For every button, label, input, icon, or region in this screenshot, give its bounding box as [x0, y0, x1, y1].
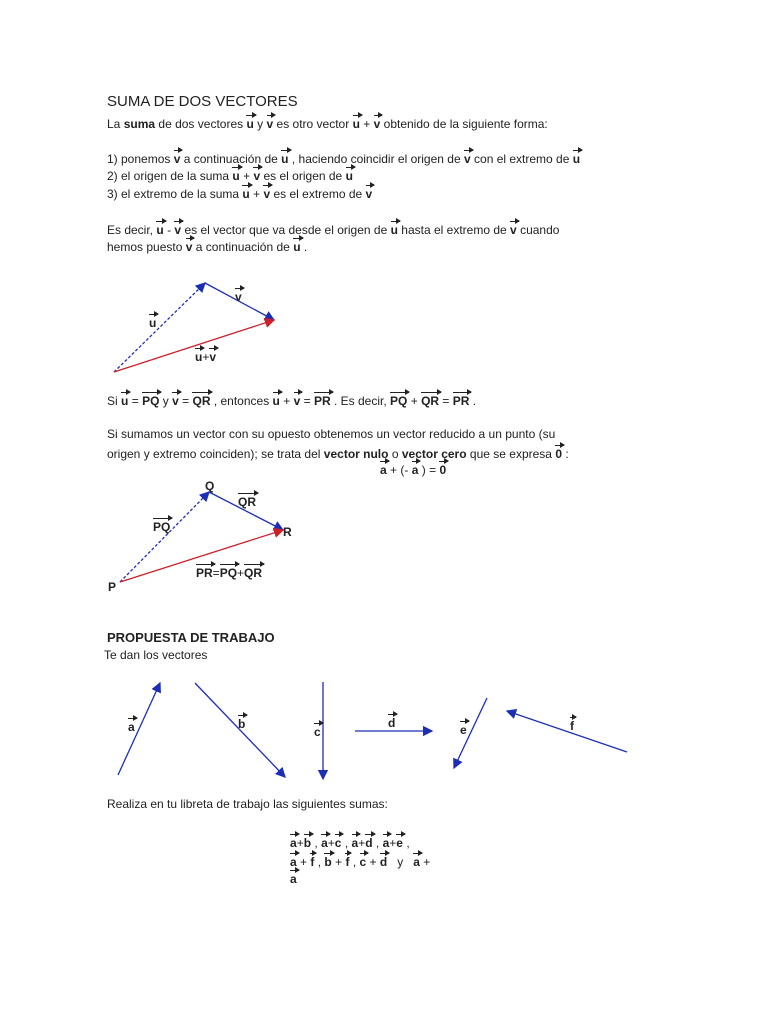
step-1: 1) ponemos v a continuación de u , haciendo coincidir el origen de v con el extremo de u — [107, 149, 580, 167]
fig2-label-pq: PQ — [153, 517, 170, 535]
opuesto-line-2: origen y extremo coinciden); se trata del vector nulo o vector cero que se expresa 0 : — [107, 444, 569, 462]
vector-d-label: d — [388, 713, 395, 731]
vector-b-label: b — [238, 714, 245, 732]
si-line: Si u = PQ y v = QR , entonces u + v = PR . Es decir, PQ + QR = PR . — [107, 391, 476, 409]
suma-bold: suma — [123, 117, 156, 131]
fig2-point-r: R — [283, 525, 292, 539]
propuesta-title: PROPUESTA DE TRABAJO — [107, 630, 275, 645]
page-title: SUMA DE DOS VECTORES — [107, 93, 298, 110]
fig2-point-p: P — [108, 580, 117, 594]
intro-line: La suma de dos vectores u y v es otro vector u + v obtenido de la siguiente forma: — [107, 114, 548, 132]
sums-line-2: a + f , b + f , c + d y a + — [290, 852, 430, 870]
vector-a-label: a — [128, 717, 135, 735]
fig1-label-u: u — [149, 313, 156, 331]
opuesto-equation: a + (- a ) = 0 — [380, 460, 446, 478]
propuesta-subtitle: Te dan los vectores — [104, 648, 208, 662]
fig1-vector-u — [114, 283, 205, 372]
step-3: 3) el extremo de la suma u + v es el extremo de v — [107, 184, 372, 202]
fig1-label-sum: u+v — [195, 347, 216, 365]
fig2-point-q: Q — [205, 479, 215, 493]
fig2-label-qr: QR — [238, 492, 256, 510]
realiza-text: Realiza en tu libreta de trabajo las siguientes sumas: — [107, 797, 388, 811]
es-decir-line-2: hemos puesto v a continuación de u . — [107, 237, 307, 255]
sums-line-1: a+b , a+c , a+d , a+e , — [290, 833, 410, 851]
es-decir-line-1: Es decir, u - v es el vector que va desde el origen de u hasta el extremo de v cuando — [107, 220, 559, 238]
fig2-label-sum: PR=PQ+QR — [196, 563, 262, 581]
vector-e-arrow — [454, 698, 487, 768]
fig1-label-v: v — [235, 287, 242, 305]
vector-a-arrow — [118, 683, 160, 775]
fig1-vector-sum — [114, 320, 274, 372]
sums-line-3: a — [290, 869, 297, 887]
vector-f-arrow — [507, 711, 627, 752]
vector-e-label: e — [460, 720, 467, 738]
opuesto-line-1: Si sumamos un vector con su opuesto obtenemos un vector reducido a un punto (su — [107, 427, 556, 441]
vector-c-label: c — [314, 722, 321, 740]
step-2: 2) el origen de la suma u + v es el origen de u — [107, 166, 353, 184]
vector-f-label: f — [570, 716, 574, 734]
